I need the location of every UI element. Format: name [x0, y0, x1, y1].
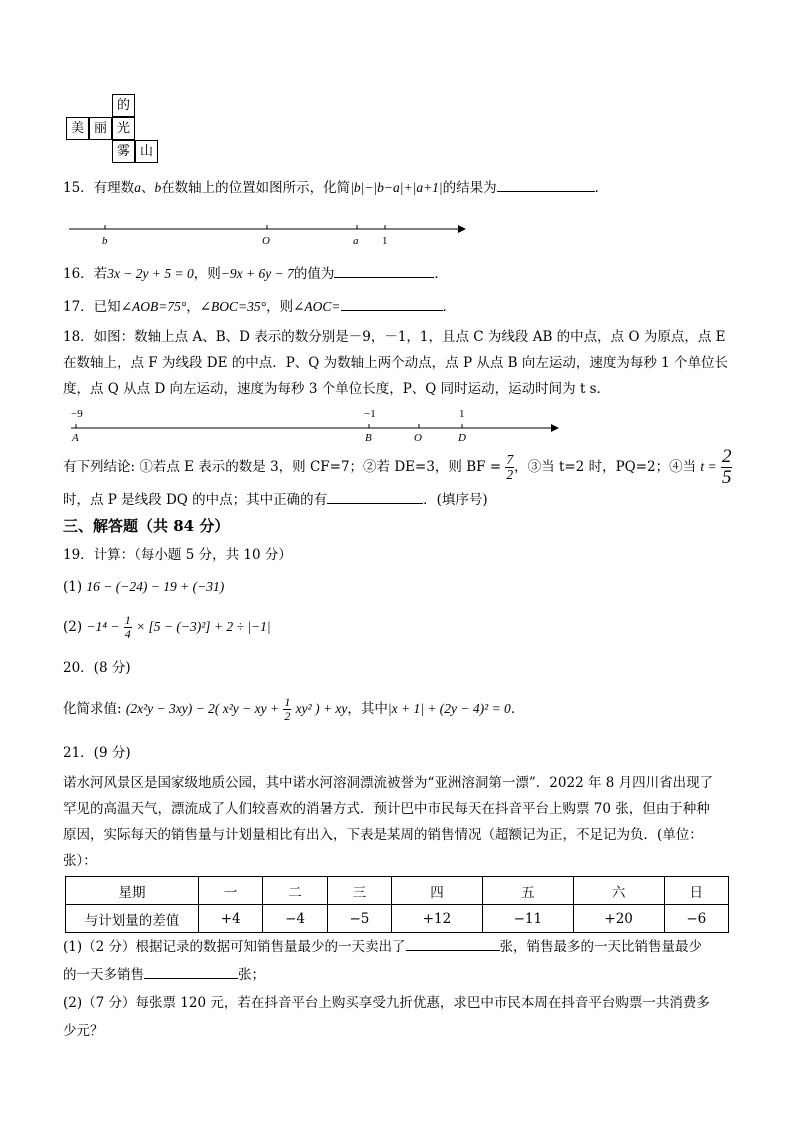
- q19-p2-expression-b: × [5 − (−3)²] + 2 ÷ |−1|: [136, 619, 271, 634]
- q19-fraction-1-4: [124, 614, 132, 640]
- q16-expression: −9x + 6y − 7: [220, 266, 294, 281]
- q20-frac-num: 1: [284, 695, 291, 710]
- q15-sep: 、: [140, 180, 155, 196]
- q18-num-neg9: −9: [71, 408, 83, 420]
- q19-part-1: [63, 577, 224, 597]
- q20-condition: |x + 1| + (2y − 4)² = 0: [387, 701, 511, 716]
- table-header-cell: 六: [573, 877, 664, 905]
- q18-frac2-num: 2: [721, 446, 732, 467]
- q19-p2-label: (2): [63, 619, 83, 635]
- q15-answer-blank[interactable]: [497, 178, 595, 192]
- q15-var-a: a: [134, 180, 141, 195]
- q18-label-d: D: [458, 432, 466, 444]
- cube-face-li: 丽: [89, 117, 112, 140]
- section-3-heading: 三、解答题（共 84 分）: [63, 517, 230, 535]
- q15-text: 在数轴上的位置如图所示，化简: [161, 180, 351, 196]
- q17-mid: ，则: [266, 299, 294, 315]
- q19-title: 19．计算：（每小题 5 分，共 10 分）: [63, 547, 292, 563]
- q19-p1-label: (1): [63, 579, 83, 595]
- q21-blank-1[interactable]: [406, 937, 500, 951]
- cube-face-shan: 山: [135, 140, 158, 163]
- table-cell: −6: [664, 905, 728, 933]
- q17-angle-boc: ∠BOC=35°: [199, 299, 267, 314]
- table-header-cell: 三: [327, 877, 391, 905]
- q18-conclusion-end: 时，点 P 是线段 DQ 的中点；其中正确的有: [63, 492, 328, 508]
- q18-num-1: 1: [459, 408, 465, 420]
- q18-fill-hint: ．(填序号): [423, 492, 488, 508]
- question-16: [63, 264, 448, 284]
- q21-title: 21．(9 分): [63, 745, 131, 761]
- q17-answer-blank[interactable]: [341, 297, 443, 311]
- q18-t-equals: t =: [700, 458, 717, 474]
- question-15: [63, 178, 608, 198]
- cube-face-wu: 雾: [112, 140, 135, 163]
- q18-line-3: 度，点 Q 从点 D 向左运动，速度为每秒 3 个单位长度，P、Q 同时运动，运动时间为 t s．: [63, 381, 611, 397]
- q20-fraction-1-2: [283, 696, 291, 722]
- question-17: [63, 297, 456, 317]
- table-cell: −5: [327, 905, 391, 933]
- q16-prefix: 16．若: [63, 266, 108, 282]
- q20-expression-a: (2x²y − 3xy) − 2( x²y − xy +: [125, 701, 280, 716]
- q21-s1-text-c: 的一天多销售: [63, 967, 144, 983]
- cube-face-de: 的: [112, 94, 135, 117]
- q18-answer-line: [63, 490, 488, 510]
- table-cell: +4: [199, 905, 263, 933]
- q19-part-2: [63, 612, 271, 642]
- q19-frac-num: 1: [124, 613, 131, 628]
- table-header-cell: 星期: [66, 877, 199, 905]
- q16-suffix: 的值为: [293, 266, 335, 282]
- q17-prefix: 17．已知: [63, 299, 121, 315]
- table-header-cell: 五: [482, 877, 573, 905]
- q16-answer-blank[interactable]: [334, 264, 434, 278]
- q20-title: 20．(8 分): [63, 660, 131, 676]
- q19-frac-den: 4: [124, 627, 131, 641]
- q18-fraction-7-2: [505, 453, 514, 482]
- q15-label-a: a: [353, 235, 359, 247]
- q17-end: ．: [442, 299, 456, 315]
- table-header-cell: 日: [664, 877, 728, 905]
- q19-p2-expression-a: −1⁴ −: [86, 619, 120, 634]
- q21-line-2: 罕见的高温天气，漂流成了人们较喜欢的消暑方式．预计巴中市民每天在抖音平台上购票 70 张，但由于种种: [63, 801, 710, 817]
- q17-angle-aob: ∠AOB=75°: [120, 299, 187, 314]
- q15-suffix: 的结果为: [442, 180, 497, 196]
- q20-end: ．: [510, 701, 525, 717]
- q15-label-b: b: [102, 235, 108, 247]
- q21-line-4: 张）：: [63, 853, 97, 869]
- table-cell: −4: [263, 905, 327, 933]
- table-header-row: [66, 877, 729, 905]
- q18-line-2: 在数轴上，点 F 为线段 DE 的中点．P、Q 为数轴上两个动点，点 P 从点 B 向左运动，速度为每秒 1 个单位长: [63, 355, 728, 371]
- table-header-cell: 四: [392, 877, 483, 905]
- q18-num-neg1: −1: [364, 408, 376, 420]
- q18-frac1-den: 2: [506, 466, 514, 482]
- q18-label-b: B: [365, 432, 372, 444]
- table-cell: 与计划量的差值: [66, 905, 199, 933]
- q18-fraction-2-5: [721, 447, 733, 488]
- q19-p1-expression: 16 − (−24) − 19 + (−31): [86, 579, 225, 594]
- q16-end: ．: [434, 266, 448, 282]
- q20-mid: ，其中: [347, 701, 388, 717]
- q16-condition: 3x − 2y + 5 = 0: [107, 266, 194, 281]
- table-row: [66, 905, 729, 933]
- q21-blank-2[interactable]: [144, 965, 238, 979]
- table-header-cell: 二: [263, 877, 327, 905]
- q17-angle-aoc: ∠AOC=: [293, 299, 341, 314]
- table-cell: −11: [482, 905, 573, 933]
- q15-end: ．: [594, 180, 609, 196]
- q21-line-3: 原因，实际每天的销售量与计划量相比有出入，下表是某周的销售情况（超额记为正，不足记为负．(单位：: [63, 827, 703, 843]
- q18-label-o: O: [414, 432, 422, 444]
- q20-expression-b: xy² ) + xy: [295, 701, 348, 716]
- sales-table: [65, 876, 729, 933]
- q18-label-a: A: [72, 432, 79, 444]
- q20-body: [63, 694, 524, 724]
- q17-comma: ，: [186, 299, 200, 315]
- table-cell: +20: [573, 905, 664, 933]
- q15-var-b: b: [154, 180, 162, 195]
- q21-s1-text-a: (1)（2 分）根据记录的数据可知销售量最少的一天卖出了: [63, 939, 406, 955]
- table-header-cell: 一: [199, 877, 263, 905]
- q15-prefix: 15．有理数: [63, 180, 135, 196]
- q15-label-o: O: [262, 235, 270, 247]
- q21-sub-1b: [63, 965, 265, 985]
- q21-s1-text-b: 张，销售最多的一天比销售量最少: [499, 939, 703, 955]
- q21-line-1: 诺水河风景区是国家级地质公园，其中诺水河溶洞漂流被誉为“亚洲溶洞第一漂”．2022 年 8 月四川省出现了: [63, 775, 714, 791]
- cube-face-guang: 光: [112, 117, 135, 140]
- q21-sub-1a: [63, 937, 702, 957]
- table-cell: +12: [392, 905, 483, 933]
- number-line-q18: [63, 404, 563, 444]
- q18-answer-blank[interactable]: [327, 490, 423, 504]
- q15-label-one: 1: [382, 235, 388, 247]
- cube-face-mei: 美: [66, 117, 89, 140]
- q21-sub-2a: (2)（7 分）每张票 120 元，若在抖音平台上购买享受九折优惠，求巴中市民本周在抖音平台购票一共消费多: [63, 995, 710, 1011]
- q18-conclusion-1-2: 有下列结论: ①若点 E 表示的数是 3，则 CF=7；②若 DE=3，则 BF =: [63, 458, 502, 475]
- q18-frac1-num: 7: [506, 451, 514, 467]
- q21-s1-text-d: 张；: [238, 967, 265, 983]
- q18-conclusion-3-4: ，③当 t=2 时，PQ=2；④当: [514, 458, 697, 475]
- q21-sub-2b: 少元？: [63, 1023, 104, 1039]
- q18-conclusions: [63, 447, 732, 488]
- number-line-q15: [63, 218, 468, 252]
- q20-prefix: 化简求值:: [63, 701, 122, 717]
- q15-expression: |b|−|b−a|+|a+1|: [350, 180, 443, 195]
- q18-frac2-den: 5: [721, 466, 732, 488]
- q16-mid: ，则: [193, 266, 221, 282]
- q20-frac-den: 2: [284, 709, 291, 723]
- q18-line-1: 18．如图：数轴上点 A、B、D 表示的数分别是－9，－1，1，且点 C 为线段 AB 的中点，点 O 为原点，点 E: [63, 329, 726, 345]
